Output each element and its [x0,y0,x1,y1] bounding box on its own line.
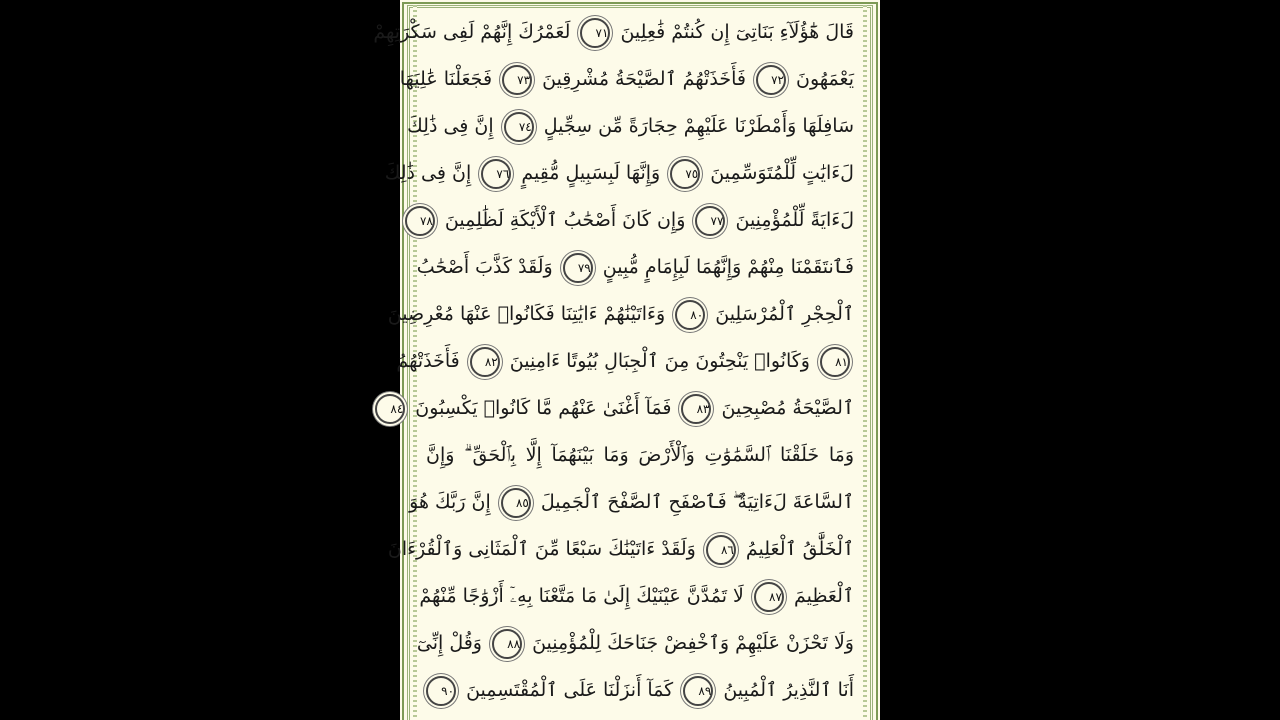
ayah-number-marker: ٧٨ [405,206,435,236]
verse-text: ٱلْعَظِيمَ [787,585,854,607]
verse-text: أَنَا ٱلنَّذِيرُ ٱلْمُبِينُ [717,679,854,701]
text-line [387,527,854,571]
ayah-number-marker: ٧٦ [481,159,511,189]
verse-text: وَمَا خَلَقْنَا ٱلسَّمَٰوَٰتِ وَٱلْأَرْضَ وَمَا بَيْنَهُمَآ إِلَّا بِٱلْحَقِّ ۗ وَإِنَّ [426,444,854,466]
verse-text: وَلَقَدْ كَذَّبَ أَصْحَٰبُ [416,256,559,278]
ayah-number-marker: ٧٥ [670,159,700,189]
ayah-number-marker: ٧٧ [695,206,725,236]
verse-text: ٱلصَّيْحَةُ مُصْبِحِينَ [715,397,854,419]
verse-text: وَكَانُوا۟ يَنْحِتُونَ مِنَ ٱلْجِبَالِ بُيُوتًا ءَامِنِينَ [503,350,816,372]
ayah-number-marker: ٨٣ [681,394,711,424]
verse-text: قَالَ هَٰٓؤُلَآءِ بَنَاتِىٓ إِن كُنتُمْ فَٰعِلِينَ [614,21,854,43]
ayah-number-marker: ٨٨ [492,629,522,659]
text-line [387,292,854,336]
ayah-number-marker: ٧٤ [504,112,534,142]
verse-text: إِنَّ فِى ذَٰلِكَ [407,115,500,137]
verse-text: فَجَعَلْنَا عَٰلِيَهَا [399,68,499,90]
text-line [373,10,854,54]
verse-text: وَإِنَّهَا لَبِسَبِيلٍ مُّقِيمٍ [515,162,667,184]
quran-text-area [373,10,854,720]
text-line [426,668,854,712]
text-line [419,198,854,242]
mushaf-page [373,0,880,720]
text-line [426,433,854,477]
ayah-number-marker: ٧٩ [563,253,593,283]
verse-text: فَمَآ أَغْنَىٰ عَنْهُم مَّا كَانُوا۟ يَكْسِبُونَ [409,397,678,419]
ayah-number-marker: ٩٠ [426,676,456,706]
ayah-number-marker: ٨٢ [470,347,500,377]
verse-text: لَءَايَةً لِّلْمُؤْمِنِينَ [729,209,854,231]
verse-text: إِنَّ فِى ذَٰلِكَ [384,162,478,184]
text-line [409,480,854,524]
verse-text: فَأَخَذَتْهُمُ [396,350,466,372]
ayah-number-marker: ٧٢ [756,65,786,95]
page-border-pattern-right [863,5,867,720]
verse-text: سَافِلَهَا وَأَمْطَرْنَا عَلَيْهِمْ حِجَارَةً مِّن سِجِّيلٍ [537,115,854,137]
verse-text: لَا تَمُدَّنَّ عَيْنَيْكَ إِلَىٰ مَا مَتَّعْنَا بِهِۦٓ أَزْوَٰجًا مِّنْهُمْ [419,585,750,607]
ayah-number-marker: ٧١ [580,18,610,48]
verse-text: لَءَايَٰتٍ لِّلْمُتَوَسِّمِينَ [704,162,854,184]
verse-text: فَأَخَذَتْهُمُ ٱلصَّيْحَةُ مُشْرِقِينَ [536,68,752,90]
text-line [416,621,854,665]
text-line [390,386,854,430]
ayah-number-marker: ٨٤ [375,394,405,424]
ayah-number-marker: ٨٦ [706,535,736,565]
verse-text: وَءَاتَيْنَٰهُمْ ءَايَٰتِنَا فَكَانُوا۟ عَنْهَا مُعْرِضِينَ [387,303,672,325]
ayah-number-marker: ٨٧ [754,582,784,612]
verse-text: كَمَآ أَنزَلْنَا عَلَى ٱلْمُقْتَسِمِينَ [460,679,680,701]
verse-text: وَقُلْ إِنِّىٓ [416,632,489,654]
verse-text: ٱلسَّاعَةَ لَءَاتِيَةٌ ۖ فَٱصْفَحِ ٱلصَّفْحَ ٱلْجَمِيلَ [534,491,854,513]
verse-text: وَلَقَدْ ءَاتَيْنَٰكَ سَبْعًا مِّنَ ٱلْمَثَانِى وَٱلْقُرْءَانَ [387,538,702,560]
verse-text: وَلَا تَحْزَنْ عَلَيْهِمْ وَٱخْفِضْ جَنَاحَكَ لِلْمُؤْمِنِينَ [526,632,854,654]
ayah-number-marker: ٧٣ [502,65,532,95]
verse-text: يَعْمَهُونَ [789,68,854,90]
text-line [399,57,854,101]
text-line [416,245,854,289]
text-line [407,104,854,148]
verse-text: ٱلْخَلَّٰقُ ٱلْعَلِيمُ [739,538,854,560]
ayah-number-marker: ٨٩ [683,676,713,706]
text-line [419,574,854,618]
verse-text: إِنَّ رَبَّكَ هُوَ [409,491,497,513]
text-line [384,151,854,195]
verse-text: ٱلْحِجْرِ ٱلْمُرْسَلِينَ [709,303,854,325]
ayah-number-marker: ٨٠ [675,300,705,330]
ayah-number-marker: ٨٥ [501,488,531,518]
verse-text: فَٱنتَقَمْنَا مِنْهُمْ وَإِنَّهُمَا لَبِإِمَامٍ مُّبِينٍ [596,256,854,278]
verse-text: لَعَمْرُكَ إِنَّهُمْ لَفِى سَكْرَتِهِمْ [373,21,577,43]
verse-text: وَإِن كَانَ أَصْحَٰبُ ٱلْأَيْكَةِ لَظَٰلِمِينَ [438,209,692,231]
text-line [396,339,854,383]
ayah-number-marker: ٨١ [820,347,850,377]
